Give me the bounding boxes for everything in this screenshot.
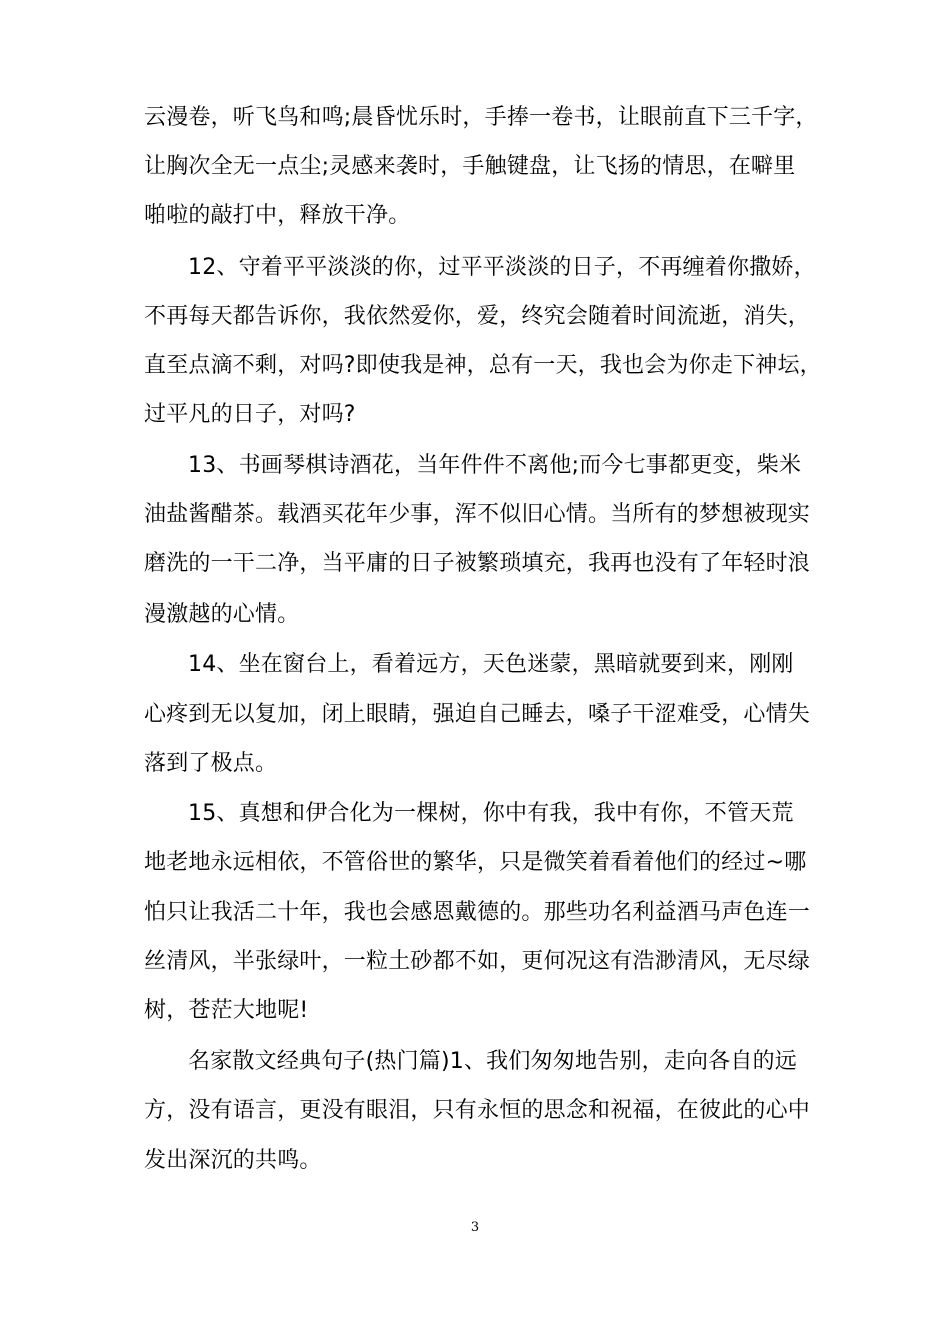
text-line: 云漫卷，听飞鸟和鸣;晨昏忧乐时，手捧一卷书，让眼前直下三千字， [144, 105, 818, 130]
text-line: 不再每天都告诉你，我依然爱你，爱，终究会随着时间流逝，消失， [144, 304, 811, 329]
text-line: 树，苍茫大地呢! [144, 998, 309, 1023]
paragraph-13-start: 13、书画琴棋诗酒花，当年件件不离他;而今七事都更变，柴米 [188, 453, 802, 478]
text-line: 落到了极点。 [144, 751, 278, 776]
text-line: 丝清风，半张绿叶，一粒土砂都不如，更何况这有浩渺清风，无尽绿 [144, 949, 811, 974]
text-line: 发出深沉的共鸣。 [144, 1148, 322, 1173]
paragraph-15-start: 15、真想和伊合化为一棵树，你中有我，我中有你，不管天荒 [188, 801, 794, 826]
text-line: 让胸次全无一点尘;灵感来袭时，手触键盘，让飞扬的情思，在噼里 [144, 154, 796, 179]
text-line: 磨洗的一干二净，当平庸的日子被繁琐填充，我再也没有了年轻时浪 [144, 551, 811, 576]
text-line: 怕只让我活二十年，我也会感恩戴德的。那些功名利益酒马声色连一 [144, 900, 811, 925]
text-line: 漫激越的心情。 [144, 602, 300, 627]
text-line: 方，没有语言，更没有眼泪，只有永恒的思念和祝福，在彼此的心中 [144, 1098, 811, 1123]
text-line: 过平凡的日子，对吗? [144, 402, 356, 427]
page-number: 3 [470, 1220, 480, 1235]
paragraph-heading-start: 名家散文经典句子(热门篇)1、我们匆匆地告别，走向各自的远 [188, 1049, 797, 1074]
text-line: 直至点滴不剩，对吗?即使我是神，总有一天，我也会为你走下神坛， [144, 353, 822, 378]
text-line: 心疼到无以复加，闭上眼睛，强迫自己睡去，嗓子干涩难受，心情失 [144, 702, 811, 727]
paragraph-14-start: 14、坐在窗台上，看着远方，天色迷蒙，黑暗就要到来，刚刚 [188, 652, 794, 677]
text-line: 油盐酱醋茶。载酒买花年少事，浑不似旧心情。当所有的梦想被现实 [144, 502, 811, 527]
text-line: 啪啦的敲打中，释放干净。 [144, 203, 411, 228]
text-line: 地老地永远相依，不管俗世的繁华，只是微笑着看着他们的经过~哪 [144, 850, 807, 875]
paragraph-12-start: 12、守着平平淡淡的你，过平平淡淡的日子，不再缠着你撒娇， [188, 255, 816, 280]
